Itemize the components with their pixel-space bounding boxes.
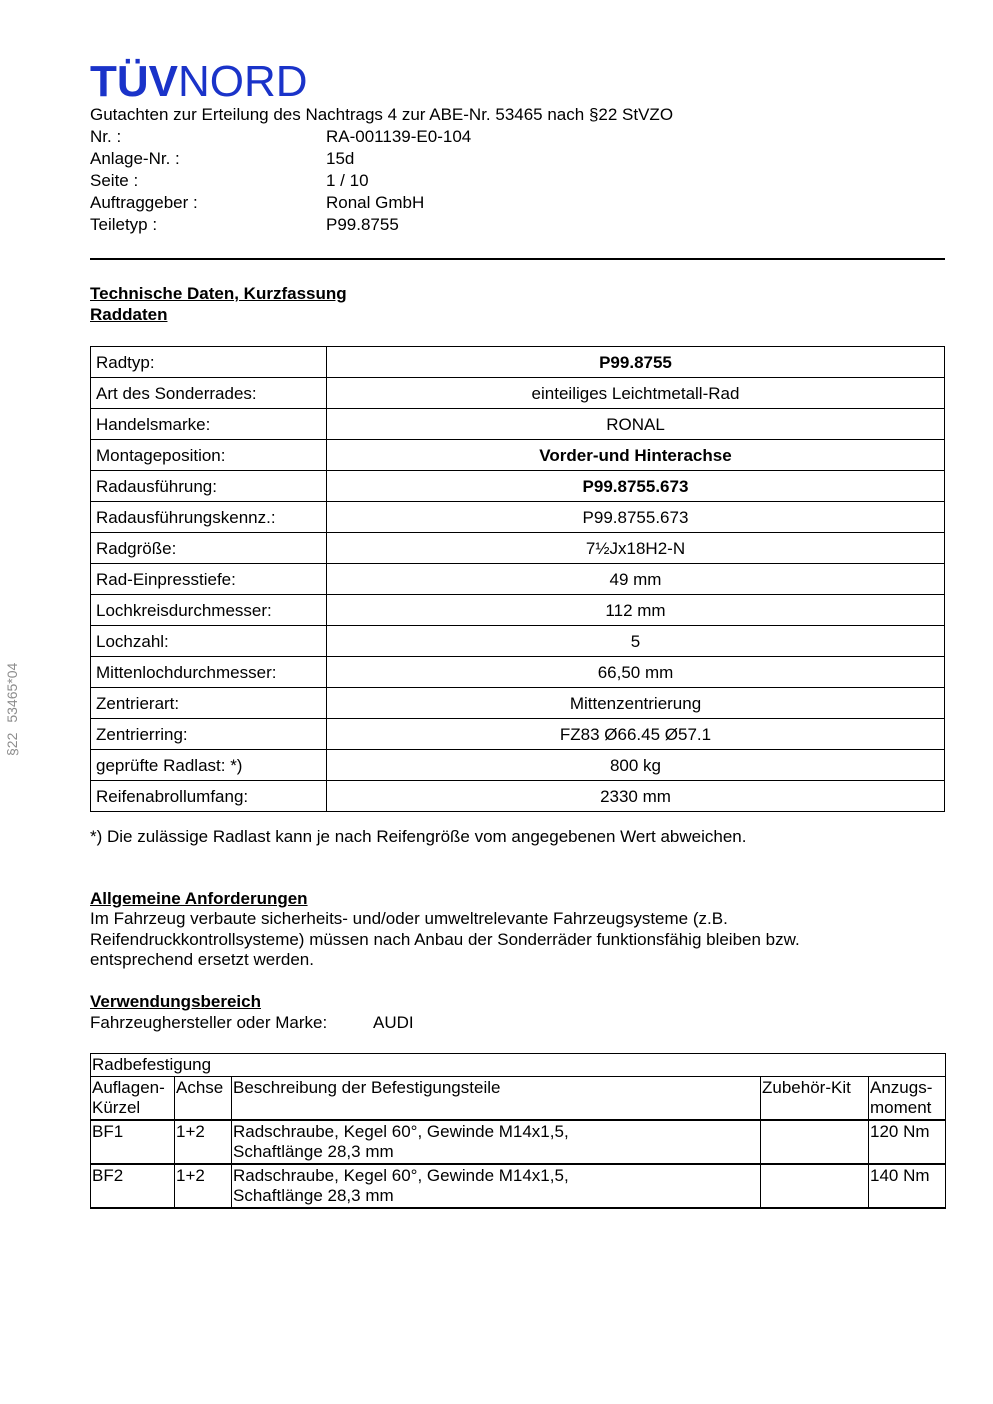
wheel-data-label: Lochzahl: <box>91 626 327 657</box>
wheel-data-label: Radausführungskennz.: <box>91 502 327 533</box>
cell-anzugsmoment: 140 Nm <box>869 1164 946 1208</box>
wheel-data-value: 66,50 mm <box>327 657 945 688</box>
meta-label: Auftraggeber : <box>90 193 198 212</box>
footnote: *) Die zulässige Radlast kann je nach Reifengröße vom angegebenen Wert abweichen. <box>90 827 747 846</box>
margin-reference-note <box>2 636 22 756</box>
document-title: Gutachten zur Erteilung des Nachtrags 4 zur ABE-Nr. 53465 nach §22 StVZO <box>90 105 674 124</box>
section-heading-technical-data: Technische Daten, Kurzfassung <box>90 284 347 303</box>
meta-value: 15d <box>326 149 355 168</box>
wheel-data-value: 49 mm <box>327 564 945 595</box>
wheel-data-value: einteiliges Leichtmetall-Rad <box>327 378 945 409</box>
table-row <box>91 502 945 533</box>
wheel-data-label: Handelsmarke: <box>91 409 327 440</box>
manufacturer-value: AUDI <box>373 1013 414 1032</box>
margin-note-section: §22 <box>4 732 20 756</box>
table-row <box>91 564 945 595</box>
wheel-mounting-table <box>90 1053 946 1209</box>
table-row <box>91 378 945 409</box>
cell-achse: 1+2 <box>175 1120 232 1164</box>
wheel-data-label: Rad-Einpresstiefe: <box>91 564 327 595</box>
manufacturer-label: Fahrzeughersteller oder Marke: <box>90 1013 328 1032</box>
margin-note-number: 53465*04 <box>4 662 20 723</box>
meta-value: Ronal GmbH <box>326 193 425 212</box>
meta-value: 1 / 10 <box>326 171 369 190</box>
wheel-data-value: P99.8755.673 <box>327 471 945 502</box>
table-row <box>91 719 945 750</box>
wheel-data-label: Zentrierring: <box>91 719 327 750</box>
table-row <box>91 409 945 440</box>
meta-value: RA-001139-E0-104 <box>326 127 472 146</box>
wheel-data-label: Reifenabrollumfang: <box>91 781 327 812</box>
section-heading-usage-area: Verwendungsbereich <box>90 992 261 1011</box>
general-requirements-text <box>90 909 950 971</box>
cell-beschreibung: Radschraube, Kegel 60°, Gewinde M14x1,5, Schaftlänge 28,3 mm <box>232 1164 761 1208</box>
header-beschreibung: Beschreibung der Befestigungsteile <box>232 1077 761 1121</box>
header-kuerzel: Auflagen- Kürzel <box>91 1077 175 1121</box>
table-row <box>91 471 945 502</box>
wheel-data-label: Mittenlochdurchmesser: <box>91 657 327 688</box>
logo-part-nord: NORD <box>178 57 308 106</box>
cell-zubehoer-kit <box>761 1120 869 1164</box>
cell-zubehoer-kit <box>761 1164 869 1208</box>
table-row <box>91 781 945 812</box>
table-row <box>91 626 945 657</box>
wheel-data-table <box>90 346 945 812</box>
cell-beschreibung: Radschraube, Kegel 60°, Gewinde M14x1,5, Schaftlänge 28,3 mm <box>232 1120 761 1164</box>
header-achse: Achse <box>175 1077 232 1121</box>
mounting-header-row <box>91 1077 946 1121</box>
wheel-data-label: Montageposition: <box>91 440 327 471</box>
wheel-data-value: 112 mm <box>327 595 945 626</box>
meta-label: Nr. : <box>90 127 122 146</box>
section-heading-wheel-data: Raddaten <box>90 305 168 324</box>
paragraph-line: Reifendruckkontrollsysteme) müssen nach Anbau der Sonderräder funktionsfähig bleiben bzw. <box>90 929 800 949</box>
meta-label: Seite : <box>90 171 139 190</box>
wheel-data-label: Radausführung: <box>91 471 327 502</box>
meta-label: Anlage-Nr. : <box>90 149 180 168</box>
table-row <box>91 688 945 719</box>
table-row <box>91 347 945 378</box>
wheel-data-label: geprüfte Radlast: *) <box>91 750 327 781</box>
wheel-data-label: Lochkreisdurchmesser: <box>91 595 327 626</box>
meta-label: Teiletyp : <box>90 215 158 234</box>
meta-value: P99.8755 <box>326 215 399 234</box>
cell-kuerzel: BF1 <box>91 1120 175 1164</box>
cell-anzugsmoment: 120 Nm <box>869 1120 946 1164</box>
wheel-data-value: RONAL <box>327 409 945 440</box>
section-heading-general-requirements: Allgemeine Anforderungen <box>90 889 308 908</box>
table-row <box>91 750 945 781</box>
wheel-data-label: Radtyp: <box>91 347 327 378</box>
wheel-data-label: Art des Sonderrades: <box>91 378 327 409</box>
table-row <box>91 440 945 471</box>
header-divider <box>90 258 945 260</box>
cell-achse: 1+2 <box>175 1164 232 1208</box>
header-anzugsmoment: Anzugs- moment <box>869 1077 946 1121</box>
logo-part-tuv: TÜV <box>90 57 178 106</box>
paragraph-line: Im Fahrzeug verbaute sicherheits- und/oder umweltrelevante Fahrzeugsysteme (z.B. <box>90 909 728 928</box>
mounting-table-title: Radbefestigung <box>91 1054 946 1077</box>
wheel-data-value: Mittenzentrierung <box>327 688 945 719</box>
wheel-data-value: FZ83 Ø66.45 Ø57.1 <box>327 719 945 750</box>
header-zubehoer-kit: Zubehör-Kit <box>761 1077 869 1121</box>
wheel-data-value: Vorder-und Hinterachse <box>327 440 945 471</box>
paragraph-line: entsprechend ersetzt werden. <box>90 950 314 969</box>
wheel-data-value: P99.8755 <box>327 347 945 378</box>
table-row <box>91 533 945 564</box>
wheel-data-value: P99.8755.673 <box>327 502 945 533</box>
wheel-data-label: Radgröße: <box>91 533 327 564</box>
cell-kuerzel: BF2 <box>91 1164 175 1208</box>
table-row <box>91 1164 946 1208</box>
table-row <box>91 595 945 626</box>
table-row <box>91 657 945 688</box>
wheel-data-value: 5 <box>327 626 945 657</box>
wheel-data-value: 800 kg <box>327 750 945 781</box>
table-row <box>91 1120 946 1164</box>
manufacturer-row <box>90 1012 414 1033</box>
wheel-data-value: 2330 mm <box>327 781 945 812</box>
wheel-data-value: 7½Jx18H2-N <box>327 533 945 564</box>
wheel-data-label: Zentrierart: <box>91 688 327 719</box>
tuv-nord-logo <box>90 57 308 106</box>
